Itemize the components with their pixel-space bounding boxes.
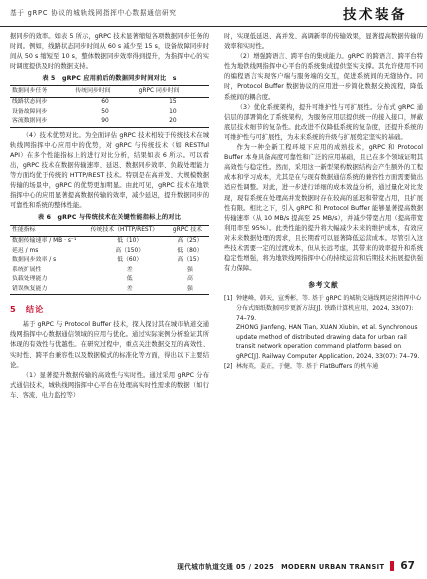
table-cell: 低（80）: [177, 247, 203, 254]
running-title: 基于 gRPC 协议的城轨线网指挥中心数据通信研究: [10, 9, 177, 17]
table-header-cell: 传统技术（HTTP/REST）: [89, 225, 171, 237]
table-row: [10, 285, 209, 295]
table-cell: 15: [169, 99, 177, 106]
table6: [10, 225, 209, 296]
table-cell: 差: [126, 266, 133, 273]
table-row: [10, 266, 209, 276]
intro-paragraph: 据同步的效率。如表 5 所示，gRPC 技术显著缩短各项数据同步任务的时间。例如，线路状态同步时间从 60 s 减少至 15 s，设备故障同步时间从 50 s 缩短至 10 s，整体数据同步效率得到提升，为指挥中心的实时调度提供及时的数据支持。: [10, 33, 209, 71]
table-cell: 强: [186, 266, 193, 273]
right-column: [224, 32, 423, 371]
reference-item: [224, 362, 423, 372]
table-cell: 设备故障同步: [12, 108, 48, 115]
table-cell: 负载处理能力: [12, 276, 48, 283]
table-row: [10, 247, 209, 257]
table-cell: 低（10）: [117, 238, 143, 245]
table-cell: 20: [137, 117, 209, 127]
conclusion-point-3: （3）优化系统架构，提升可维护性与可扩展性。分布式 gRPC 通信层的部署简化了系统架构，为服务应用层提供统一的接入接口，屏蔽底层技术细节的复杂性。此改进不仅降低系统的复杂度，还提升系统的可维护性与可扩展性，为未来系统的升级与扩展奠定坚实的基础。: [224, 103, 423, 141]
conclusion-point-1: （1）显著提升数据传输的高效性与实时性。通过采用 gRPC 分布式通信技术，城轨线网指挥中心平台在处理高实时性需求的数据（如行车、客流、电力监控等）: [10, 371, 209, 399]
table6-title: 表 6 gRPC 与传统技术在关键性能指标上的对比: [37, 214, 182, 222]
table-cell: 线路状态同步: [12, 99, 48, 106]
table-row: [10, 108, 209, 118]
conclusion-point-2: （2）增强跨语言、跨平台的集成能力。gRPC 的跨语言、跨平台特性为地铁线网指挥中心平台的系统集成提供坚实支撑。其允许使用不同的编程语言实现客户端与服务端的交互，促进系统间的无缝协作。同时，Protocol Buffer 数据协议的应用进一步简化数据交换流程，降低系统间的耦合度。: [224, 53, 423, 101]
table-row: [10, 237, 209, 247]
journal-name: 现代城市轨道交通 05 / 2025 MODERN URBAN TRANSIT: [177, 563, 385, 571]
table-row: [10, 275, 209, 285]
table-cell: 60: [101, 99, 109, 106]
reference-number: [2]: [224, 362, 233, 370]
table-cell: 强: [171, 285, 209, 295]
conclusion-paragraph: 基于 gRPC 与 Protocol Buffer 技术，探入探讨其在城市轨道交通线网指挥中心数据通信领域的应用与优化。通过实际案例分析验证其所体现的有效性与优越性。在研究过程中，重点关注数据交互的高效性、实时性、跨平台兼容性以及数据模式的标准化等方面，得出以下主要结论。: [10, 321, 209, 369]
page-footer: [177, 560, 415, 572]
table-row: [10, 256, 209, 266]
table-cell: 低: [126, 276, 133, 283]
table-cell: 数据同步效率 / s: [12, 257, 57, 264]
table-header-cell: gRPC 同步时间: [137, 86, 209, 98]
reference-text: ZHONG Jianfeng, HAN Tian, XUAN Xiubin, et al. Synchronous update method of distributed drawing data for urban rail transit network operation command platform based on gRPC[J]. Railway Computer Application, 2024, 33(07): 74–79.: [236, 324, 420, 360]
reference-item: [224, 294, 423, 323]
table-cell: 延迟 / ms: [12, 247, 39, 254]
reference-number: [224, 323, 236, 361]
reference-text: 林海英，姜正，于健，等. 基于 FlatBuffers 的机车通: [236, 362, 379, 370]
reference-text: 钟建峰，韩天，宣秀彬，等. 基于 gRPC 的城轨交通线网运营指挥中心分布式图纸数据同步更新方法[J]. 铁路计算机应用，2024, 33(07): 74–79.: [236, 295, 422, 322]
continued-paragraph: 时，实现低延迟、高并发、高调新率的传输效果，显著提高数据传输的效率和实时性。: [224, 33, 423, 51]
section-label: 技术装备: [343, 7, 407, 23]
table5-title: 表 5 gRPC 应用前后的数据同步时间对比 s: [42, 75, 177, 83]
table-cell: 高: [186, 276, 193, 283]
table-cell: 客流数据同步: [10, 117, 73, 127]
table-cell: 错误恢复能力: [10, 285, 89, 295]
reference-number: [1]: [224, 295, 233, 303]
table-cell: 高（150）: [115, 247, 145, 254]
table-header-cell: gRPC 技术: [171, 225, 209, 237]
table-cell: 系统扩展性: [12, 266, 42, 273]
references-heading: 参考文献: [308, 281, 339, 290]
table-header-cell: 数据同步任务: [10, 86, 73, 98]
table-cell: 低（60）: [117, 257, 143, 264]
table-cell: 90: [73, 117, 136, 127]
table-cell: 高（15）: [177, 257, 203, 264]
table-cell: 高（25）: [177, 238, 203, 245]
table-header-row: [10, 225, 209, 237]
table-cell: 数据传输速率 / MB · s⁻¹: [12, 238, 77, 245]
table-header-row: [10, 86, 209, 98]
footer-accent-bar: [390, 561, 394, 571]
left-column: [10, 32, 209, 401]
table-header-cell: 性能指标: [10, 225, 89, 237]
table-cell: 50: [101, 108, 109, 115]
page-header: [0, 0, 427, 27]
cost-benefit-paragraph: 作为一种全新工程环境下应用的成熟技术，gRPC 和 Protocol Buffer 本身具备高度可靠性和广泛的应用基础，且已在多个领域证明其高效性与稳定性。然而，采用这一新型架构数据结构会产生额外的工程成本和学习成本，尤其是在与现有数据通信系统的兼容性方面需要做出适应性调整。对此，进一步进行详细的成本效益分析，通过量化对比发现，现有系统在处理高并发数据时存在较高的延迟和带宽占用，且扩展性有限。相比之下，引入 gRPC 和 Protocol Buffer 能够显著提高数据传输速率（从 10 MB/s 提高至 25 MB/s），并减少带宽占用（提高带宽利用率至 95%）。此类性能的提升将大幅减少未来的维护成本，有效应对未来数据处理的需求，且长期看可以显著降低运营成本。尽管引入这些技术需要一定的过渡成本，但从长远考虑，其带来的效率提升和系统稳定性增强，将为地铁线网指挥中心的持续运营和后期技术拓展提供强有力保障。: [224, 144, 423, 273]
page-number: 67: [400, 560, 415, 572]
table-cell: 差: [89, 285, 171, 295]
reference-item: [224, 323, 423, 361]
section-heading: 5 结论: [10, 304, 45, 315]
table-cell: 10: [169, 108, 177, 115]
table-row: [10, 117, 209, 127]
performance-paragraph: （4）技术优势对比。为全面评估 gRPC 技术相较于传统技术在城轨线网指挥中心应用中的优势，对 gRPC 与传统技术（如 RESTful API）在多个性能指标上的进行对比分析，结果如表 6 所示。可以看出，gRPC 技术在数据传输速率、延迟、数据同步效率、负载处理能力等方面均优于传统的 HTTP/REST 技术。特别是在高并发、大规模数据传输的场景中，gRPC 的优势更加明显。由此可见，gRPC 技术在地铁指挥中心的应用显著提高数据传输的效率，减少延迟，提升数据同步的可靠性和系统的整体性能。: [10, 131, 209, 210]
table-row: [10, 98, 209, 108]
table-header-cell: 传统同步时间: [73, 86, 136, 98]
table5: [10, 85, 209, 127]
